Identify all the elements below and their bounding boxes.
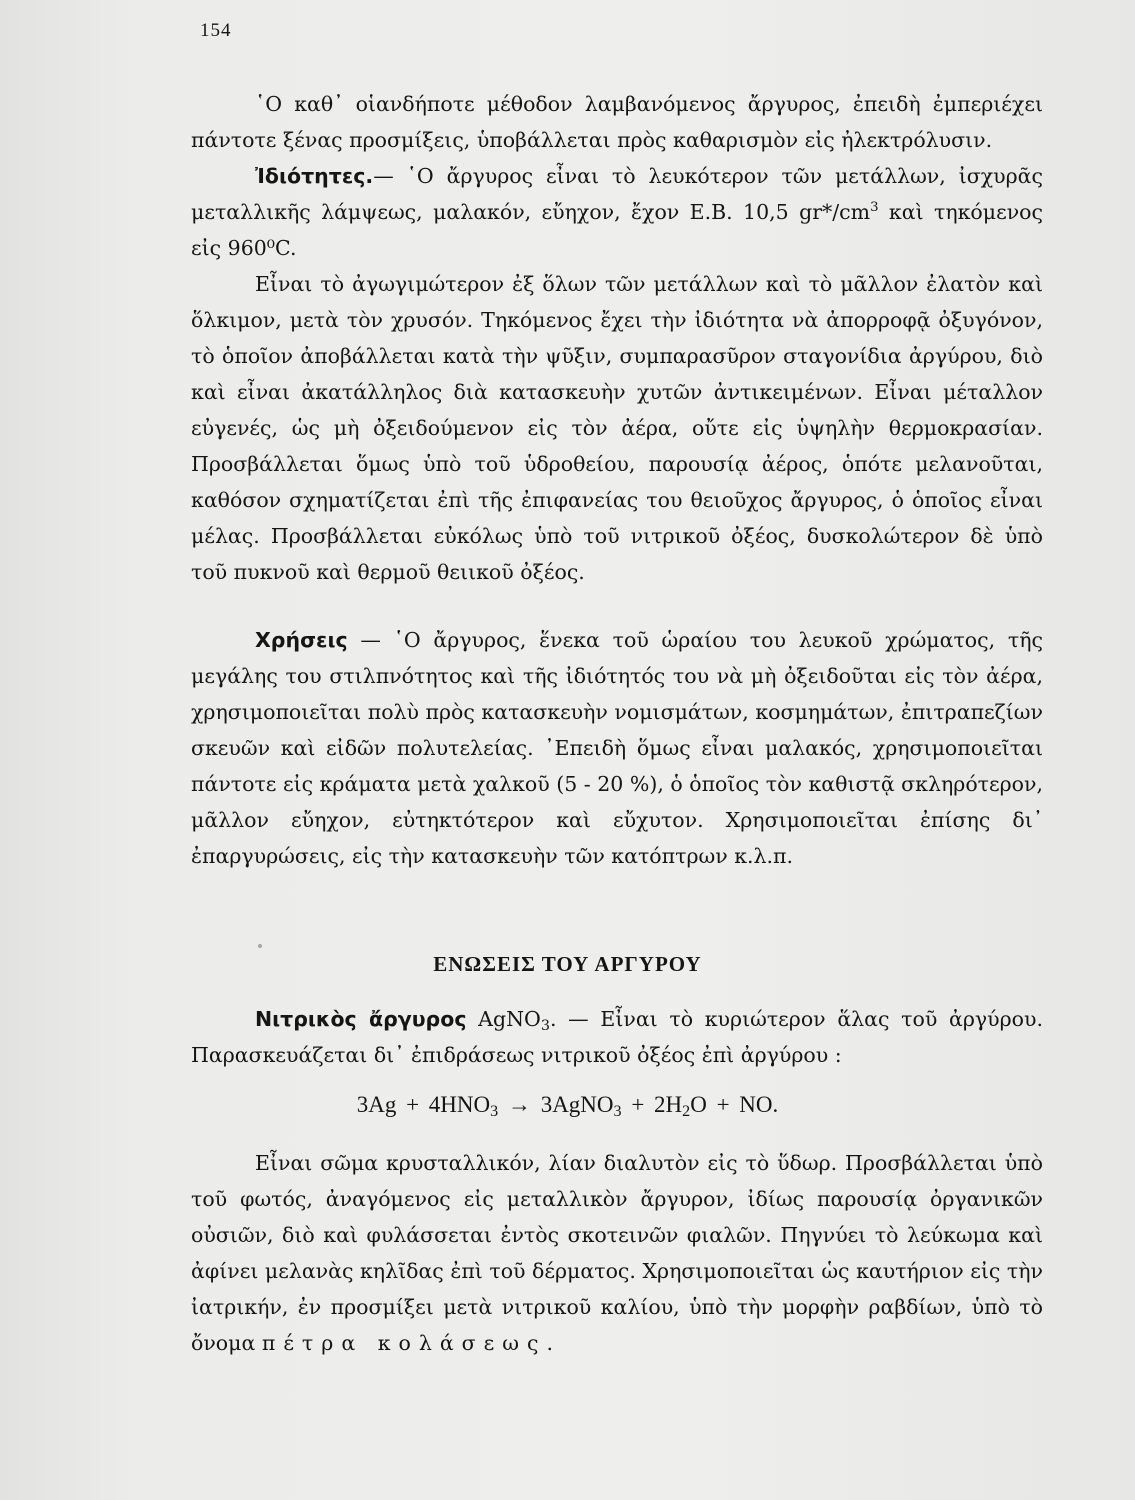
- equation-sub-1: 3: [490, 1103, 499, 1120]
- properties-intro-end: καὶ τηκόμενος εἰς 960⁰C.: [191, 200, 1044, 260]
- equation-sub-2: 3: [613, 1103, 622, 1120]
- equation-part-1: 3Ag + 4HNO: [356, 1092, 491, 1117]
- page-number: 154: [200, 20, 232, 41]
- text-block-top: [191, 86, 1043, 590]
- ink-spot: [258, 944, 262, 948]
- equation-part-3: + 2H: [621, 1092, 683, 1117]
- equation-part-4: O + NO.: [690, 1092, 779, 1117]
- unit-power: 3: [870, 200, 879, 216]
- paragraph-properties-nitrate: [191, 1145, 1043, 1361]
- section-title: ΕΝΩΣΕΙΣ ΤΟΥ ΑΡΓΥΡΟΥ: [433, 952, 702, 976]
- paragraph-uses: [191, 622, 1043, 874]
- properties-heading: Ἰδιότητες.: [255, 164, 374, 188]
- equation-part-2: 3AgNO: [540, 1092, 614, 1117]
- final-end: .: [546, 1331, 554, 1355]
- reaction-arrow: →: [498, 1092, 541, 1117]
- nitrate-text: . — Εἶναι τὸ κυριώτερον ἅλας τοῦ ἀργύρου. Παρασκευάζεται δι᾽ ἐπιδράσεως νιτρικοῦ ὀξέος ἐπὶ ἀργύρου :: [191, 1007, 1043, 1067]
- equation-sub-3: 2: [682, 1103, 691, 1120]
- properties-intro: — ῾Ο ἄργυρος εἶναι τὸ λευκότερον τῶν μετάλλων, ἰσχυρᾶς μεταλλικῆς λάμψεως, μαλακόν, εὔηχον, ἔχον Ε.Β. 10,5 gr*/cm: [191, 164, 1043, 224]
- paragraph-purification: ῾Ο καθ᾽ οἱανδήποτε μέθοδον λαμβανόμενος ἄργυρος, ἐπειδὴ ἐμπεριέχει πάντοτε ξένας προσμίξεις, ὑποβάλλεται πρὸς καθαρισμὸν εἰς ἠλεκτρόλυσιν.: [191, 92, 1043, 152]
- nitrate-formula: AgNO: [466, 1007, 541, 1031]
- nitrate-heading: Νιτρικὸς ἄργυρος: [255, 1007, 467, 1031]
- nitrate-formula-sub: 3: [540, 1018, 550, 1034]
- text-block-final: [191, 1145, 1043, 1361]
- final-text: Εἶναι σῶμα κρυσταλλικόν, λίαν διαλυτὸν εἰς τὸ ὕδωρ. Προσβάλλεται ὑπὸ τοῦ φωτός, ἀναγόμενος εἰς μεταλλικὸν ἄργυρον, ἰδίως παρουσίᾳ ὀργανικῶν οὐσιῶν, διὸ καὶ φυλάσσεται ἐντὸς σκοτεινῶν φιαλῶν. Πηγνύει τὸ λεύκωμα καὶ ἀφίνει μελανὰς κηλῖδας ἐπὶ τοῦ δέρματος. Χρησιμοποιεῖται ὡς καυτήριον εἰς τὴν ἰατρικήν, ἐν προσμίξει μετὰ νιτρικοῦ καλίου, ὑπὸ τὴν μορφὴν ραβδίων, ὑπὸ τὸ ὄνομα: [191, 1151, 1043, 1355]
- uses-text: — ῾Ο ἄργυρος, ἕνεκα τοῦ ὡραίου του λευκοῦ χρώματος, τῆς μεγάλης του στιλπνότητος καὶ τῆς ἰδιότητός του νὰ μὴ ὀξειδοῦται εἰς τὸν ἀέρα, χρησιμοποιεῖται πολὺ πρὸς κατασκευὴν νομισμάτων, κοσμημάτων, ἐπιτραπεζίων σκευῶν καὶ εἰδῶν πολυτελείας. ᾿Επειδὴ ὅμως εἶναι μαλακός, χρησιμοποιεῖται πάντοτε εἰς κράματα μετὰ χαλκοῦ (5 - 20 %), ὁ ὁποῖος τὸν καθιστᾷ σκληρότερον, μᾶλλον εὔηχον, εὐτηκτότερον καὶ εὔχυτον. Χρησιμοποιεῖται ἐπίσης δι᾽ ἐπαργυρώσεις, εἰς τὴν κατασκευὴν τῶν κατόπτρων κ.λ.π.: [191, 628, 1043, 868]
- text-block-nitrate: [191, 1001, 1043, 1073]
- chemical-equation: [0, 1092, 1135, 1118]
- paragraph-nitrate: [191, 1001, 1043, 1073]
- uses-heading: Χρήσεις: [255, 628, 348, 652]
- text-block-uses: [191, 622, 1043, 874]
- spaced-term: πέτρα κολάσεως: [261, 1331, 547, 1355]
- paragraph-conductivity: Εἶναι τὸ ἀγωγιμώτερον ἐξ ὅλων τῶν μετάλλων καὶ τὸ μᾶλλον ἐλατὸν καὶ ὅλκιμον, μετὰ τὸν χρυσόν. Τηκόμενος ἔχει τὴν ἰδιότητα νὰ ἀπορροφᾷ ὀξυγόνον, τὸ ὁποῖον ἀποβάλλεται κατὰ τὴν ψῦξιν, συμπαρασῦρον σταγονίδια ἀργύρου, διὸ καὶ εἶναι ἀκατάλληλος διὰ κατασκευὴν χυτῶν ἀντικειμένων. Εἶναι μέταλλον εὐγενές, ὡς μὴ ὀξειδούμενον εἰς τὸν ἀέρα, οὔτε εἰς ὑψηλὴν θερμοκρασίαν. Προσβάλλεται ὅμως ὑπὸ τοῦ ὑδροθείου, παρουσίᾳ ἀέρος, ὁπότε μελανοῦται, καθόσον σχηματίζεται ἐπὶ τῆς ἐπιφανείας του θειοῦχος ἄργυρος, ὁ ὁποῖος εἶναι μέλας. Προσβάλλεται εὐκόλως ὑπὸ τοῦ νιτρικοῦ ὀξέος, δυσκολώτερον δὲ ὑπὸ τοῦ πυκνοῦ καὶ θερμοῦ θειικοῦ ὀξέος.: [191, 272, 1043, 584]
- paragraph-properties: [191, 158, 1043, 266]
